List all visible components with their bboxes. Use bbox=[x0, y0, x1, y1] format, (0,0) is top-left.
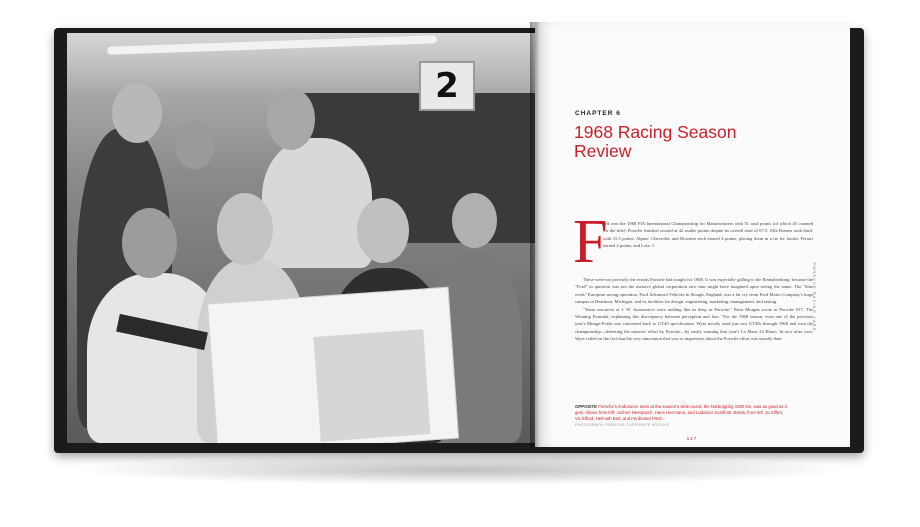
chapter-title: 1968 Racing Season Review bbox=[574, 122, 737, 161]
paragraph-1: ord won the 1968 FIA International Championship for Manufacturers with 51 total points (of which 45 counted for the title). Porsche finished second at 42 usable points despite its overall total of 67.5. Alfa Romeo took third, with 15.5 points. Alpine, Chevrolet, and Howmet each earned 4 points, placing them in a tie for fourth; Ferrari earned 2 points, and Lola, 1. bbox=[603, 221, 813, 249]
photo-paper-inner bbox=[313, 329, 430, 441]
right-page bbox=[535, 22, 850, 447]
book-shadow bbox=[70, 455, 850, 485]
page-number: 117 bbox=[686, 437, 698, 442]
paragraph-3: "Team resources at J. W. Automotive were nothing like as deep as Porsche," Peter Morgan wrote in Porsche 917: The Winning Formula, explaining this discrepancy between perception and fact. "For the 1968 season, even one of the previous year's Mirage-Fords was converted back to GT40 specification. Wyer mostly used just two GT40s through 1968 and won the championship—defeating the massive effort by Porsche—by easily winning that year's Le Mans 24 Hours. In race after race, Wyer relied on the fact that the very innovation that was so impressive about the Porsche effort was usually their bbox=[575, 306, 813, 342]
pit-number: 2 bbox=[435, 66, 459, 106]
body-text-main bbox=[575, 276, 813, 343]
head-right bbox=[452, 193, 497, 248]
head-left-back bbox=[112, 83, 162, 143]
head-center-back bbox=[267, 88, 315, 150]
head-smiling bbox=[217, 193, 273, 265]
caption-lead: OPPOSITE bbox=[575, 404, 597, 409]
head-center-right bbox=[357, 198, 409, 263]
figure-center-back bbox=[262, 138, 372, 268]
photo-caption bbox=[575, 404, 787, 423]
running-head: PORSCHE RACING CARS bbox=[812, 262, 816, 332]
caption-text: Porsche's endurance team at the season's wide round, the Nürburgring 1000 km, was as good as it gets. Above from left: Jochen Neerpasch, Hans Herrmann, and Ludovico Scarfiotti. Below, from left: Jo Siffert, Vic Elford, Helmuth Bott, and Ferdinand Piëch. bbox=[575, 404, 787, 422]
paragraph-2: These were not precisely the results Porsche had sought for 1968. It was especially galling to the Rennabteilung, because the "Ford" in question was not the massive global corporation race fans might have imagined upon seeing the name. The "blue ovals" European racing operation, Ford Advanced Vehicles in Slough, England, was a far cry from Ford Motor Company's huge campus in Dearborn, Michigan, and its facilities for design, engineering, marketing, management, and testing. bbox=[575, 277, 813, 305]
head-front-left bbox=[122, 208, 177, 278]
head-middle-left bbox=[175, 121, 215, 169]
chapter-label: CHAPTER 6 bbox=[575, 110, 621, 117]
body-text-intro bbox=[603, 220, 813, 250]
photo-credit: PHOTOGRAPH: PORSCHE CORPORATE ARCHIVE bbox=[575, 423, 670, 427]
book-gutter bbox=[530, 22, 540, 447]
drop-cap: F bbox=[573, 208, 608, 276]
left-page-photo bbox=[67, 33, 535, 443]
